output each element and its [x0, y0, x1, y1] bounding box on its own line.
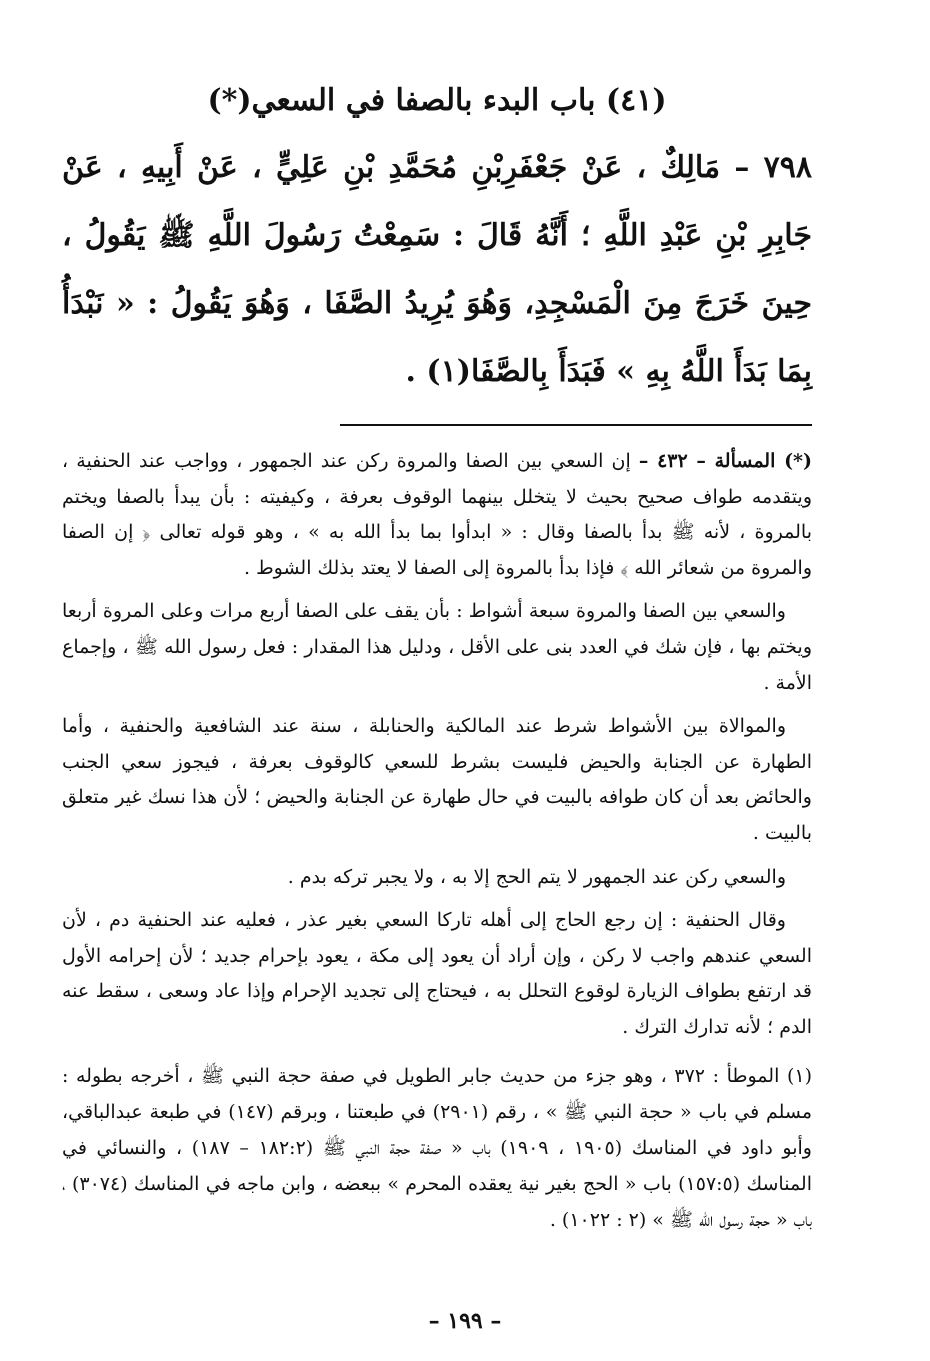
commentary-text: إن السعي بين الصفا والمروة ركن عند الجمهور ، وواجب عند الحنفية ، ويتقدمه طواف صحيح بحيث لا يتخلل بينهما الوقوف بعرفة ، وكيفيته : بأن يبدأ بالصفا ويختم بالمروة ، لأنه ﷺ بدأ بالصفا وقال : « ابدأوا بما بدأ الله به » ، وهو قوله تعالى ﴿ إن الصفا والمروة من شعائر الله ﴾ فإذا بدأ بالمروة إلى الصفا لا يعتد بذلك الشوط .: [62, 450, 812, 579]
hadith-body: مَالِكٌ ، عَنْ جَعْفَرِبْنِ مُحَمَّدِ بْنِ عَلِيٍّ ، عَنْ أَبِيهِ ، عَنْ جَابِرِ بْنِ عَبْدِ اللَّهِ ؛ أَنَّهُ قَالَ : سَمِعْتُ رَسُولَ اللَّهِ ﷺ يَقُولُ ، حِينَ خَرَجَ مِنَ الْمَسْجِدِ، وَهُوَ يُرِيدُ الصَّفَا ، وَهُوَ يَقُولُ : « نَبْدَأُ بِمَا بَدَأَ اللَّهُ بِهِ » فَبَدَأَ بِالصَّفَا(١) .: [62, 150, 812, 389]
commentary-text: والموالاة بين الأشواط شرط عند المالكية والحنابلة ، سنة عند الشافعية والحنفية ، وأما الطهارة عن الجنابة والحيض فليست بشرط للسعي كالوقوف بعرفة ، فيجوز سعي الجنب والحائض بعد أن كان طوافه بالبيت في حال طهارة عن الجنابة والحيض ؛ لأن هذا نسك غير متعلق بالبيت .: [62, 715, 812, 844]
footnote: (١) الموطأ : ٣٧٢ ، وهو جزء من حديث جابر الطويل في صفة حجة النبي ﷺ ، أخرجه بطوله : مسلم في باب « حجة النبي ﷺ » ، رقم (٢٩٠١) في طبعتنا ، وبرقم (١٤٧) في طبعة عبدالباقي، وأبو داود في المناسك (١٩٠٥ ، ١٩٠٩) باب « صفة حجة النبي ﷺ (١٨٢:٢ – ١٨٧) ، والنسائي في المناسك (١٥٧:٥) باب « الحج بغير نية يعقده المحرم » ببعضه ، وابن ماجه في المناسك (٣٠٧٤) ، باب « حجة رسول الله ﷺ » (٢ : ١٠٢٢) .: [62, 1064, 813, 1231]
page-number: – ١٩٩ –: [428, 1308, 502, 1334]
commentary-paragraph: [62, 903, 812, 1045]
commentary-paragraph: [62, 594, 812, 701]
hadith-number: ٧٩٨ –: [734, 150, 812, 185]
commentary-text: وقال الحنفية : إن رجع الحاج إلى أهله تاركا السعي بغير عذر ، فعليه عند الحنفية دم ، لأن السعي عندهم واجب لا ركن ، وإن أراد أن يعود إلى مكة ، يعود بإحرام جديد ؛ لأن إحرامه الأول قد ارتفع بطواف الزيارة لوقوع التحلل به ، فيحتاج إلى تجديد الإحرام وإذا عاد وسعى ، سقط عنه الدم ؛ لأنه تدارك الترك .: [62, 909, 812, 1038]
commentary-paragraph: [62, 444, 812, 586]
footnote-divider: [340, 424, 812, 426]
commentary-text: والسعي بين الصفا والمروة سبعة أشواط : بأن يقف على الصفا أربع مرات وعلى المروة أربعا ويختم بها ، فإن شك في العدد بنى على الأقل ، ودليل هذا المقدار : فعل رسول الله ﷺ ، وإجماع الأمة .: [62, 600, 812, 694]
page-content: [62, 78, 812, 1238]
chapter-title: (٤١) باب البدء بالصفا في السعي(*): [207, 83, 667, 118]
issue-number: (*) المسألة – ٤٣٢ –: [638, 450, 812, 472]
commentary-paragraph: [62, 860, 812, 896]
commentary: [62, 444, 812, 1046]
commentary-paragraph: [62, 709, 812, 851]
hadith-text: [62, 134, 812, 406]
commentary-text: والسعي ركن عند الجمهور لا يتم الحج إلا به ، ولا يجبر تركه بدم .: [287, 865, 786, 888]
